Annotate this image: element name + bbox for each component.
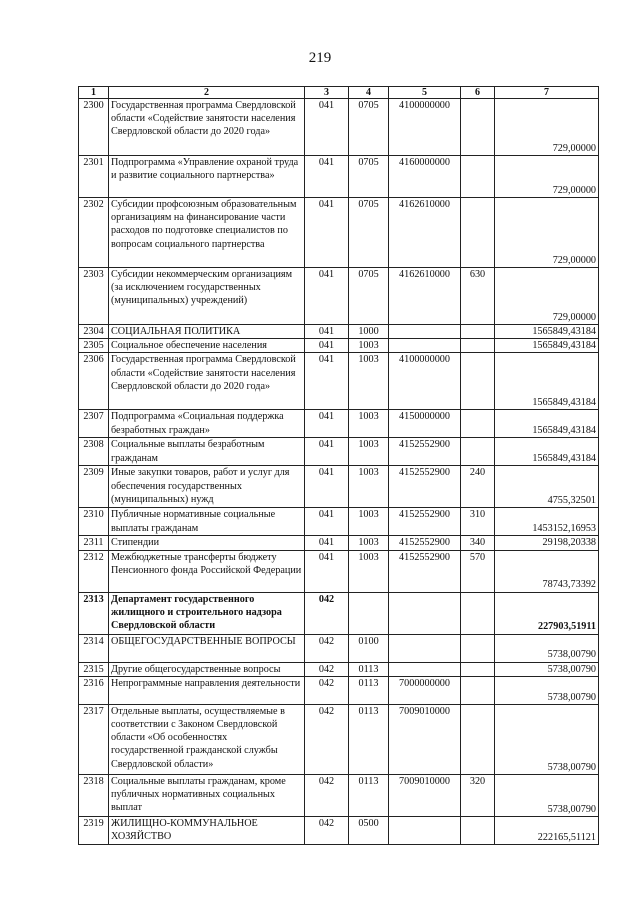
table-row xyxy=(79,410,599,438)
ministry-code: 041 xyxy=(305,353,349,410)
ministry-code: 041 xyxy=(305,268,349,325)
expense-type-code xyxy=(461,634,495,662)
table-row xyxy=(79,325,599,339)
target-code: 4152552900 xyxy=(389,438,461,466)
row-name: Публичные нормативные социальные выплаты гражданам xyxy=(109,508,305,536)
target-code xyxy=(389,634,461,662)
table-header-row xyxy=(79,87,599,99)
row-number: 2317 xyxy=(79,704,109,774)
table-row xyxy=(79,816,599,844)
section-code xyxy=(349,592,389,634)
section-code: 1003 xyxy=(349,353,389,410)
table-row xyxy=(79,508,599,536)
table-row xyxy=(79,634,599,662)
expense-type-code xyxy=(461,198,495,268)
row-name: Государственная программа Свердловской области «Содействие занятости населения Свердловской области до 2020 года» xyxy=(109,353,305,410)
ministry-code: 041 xyxy=(305,99,349,156)
budget-table xyxy=(78,86,599,845)
target-code xyxy=(389,325,461,339)
amount: 729,00000 xyxy=(495,156,599,198)
row-number: 2312 xyxy=(79,550,109,592)
expense-type-code: 310 xyxy=(461,508,495,536)
amount: 1565849,43184 xyxy=(495,339,599,353)
row-number: 2314 xyxy=(79,634,109,662)
row-name: Стипендии xyxy=(109,536,305,550)
column-header: 2 xyxy=(109,87,305,99)
row-number: 2308 xyxy=(79,438,109,466)
column-header: 3 xyxy=(305,87,349,99)
row-number: 2301 xyxy=(79,156,109,198)
ministry-code: 041 xyxy=(305,325,349,339)
ministry-code: 041 xyxy=(305,156,349,198)
target-code: 4100000000 xyxy=(389,353,461,410)
target-code: 7000000000 xyxy=(389,676,461,704)
row-name: ЖИЛИЩНО-КОММУНАЛЬНОЕ ХОЗЯЙСТВО xyxy=(109,816,305,844)
row-number: 2319 xyxy=(79,816,109,844)
target-code: 4162610000 xyxy=(389,198,461,268)
expense-type-code xyxy=(461,662,495,676)
column-header: 5 xyxy=(389,87,461,99)
section-code: 1003 xyxy=(349,466,389,508)
row-name: Непрограммные направления деятельности xyxy=(109,676,305,704)
ministry-code: 041 xyxy=(305,438,349,466)
amount: 227903,51911 xyxy=(495,592,599,634)
expense-type-code: 630 xyxy=(461,268,495,325)
row-number: 2311 xyxy=(79,536,109,550)
section-code: 0113 xyxy=(349,662,389,676)
row-name: СОЦИАЛЬНАЯ ПОЛИТИКА xyxy=(109,325,305,339)
row-name: Департамент государственного жилищного и строительного надзора Свердловской области xyxy=(109,592,305,634)
amount: 29198,20338 xyxy=(495,536,599,550)
expense-type-code xyxy=(461,156,495,198)
target-code: 7009010000 xyxy=(389,704,461,774)
target-code: 4162610000 xyxy=(389,268,461,325)
amount: 78743,73392 xyxy=(495,550,599,592)
ministry-code: 042 xyxy=(305,816,349,844)
target-code xyxy=(389,592,461,634)
section-code: 1000 xyxy=(349,325,389,339)
expense-type-code xyxy=(461,99,495,156)
ministry-code: 041 xyxy=(305,508,349,536)
section-code: 0113 xyxy=(349,774,389,816)
row-name: Социальные выплаты безработным гражданам xyxy=(109,438,305,466)
table-row xyxy=(79,774,599,816)
target-code: 4152552900 xyxy=(389,550,461,592)
amount: 5738,00790 xyxy=(495,676,599,704)
expense-type-code xyxy=(461,816,495,844)
column-header: 6 xyxy=(461,87,495,99)
ministry-code: 042 xyxy=(305,676,349,704)
expense-type-code: 320 xyxy=(461,774,495,816)
table-row xyxy=(79,268,599,325)
target-code: 4160000000 xyxy=(389,156,461,198)
row-number: 2304 xyxy=(79,325,109,339)
target-code: 4152552900 xyxy=(389,508,461,536)
target-code xyxy=(389,339,461,353)
table-row xyxy=(79,704,599,774)
page-number: 219 xyxy=(308,50,332,66)
ministry-code: 042 xyxy=(305,774,349,816)
expense-type-code: 240 xyxy=(461,466,495,508)
ministry-code: 042 xyxy=(305,704,349,774)
amount: 729,00000 xyxy=(495,99,599,156)
amount: 1453152,16953 xyxy=(495,508,599,536)
expense-type-code xyxy=(461,339,495,353)
target-code: 4100000000 xyxy=(389,99,461,156)
row-name: Социальные выплаты гражданам, кроме публичных нормативных социальных выплат xyxy=(109,774,305,816)
row-name: Подпрограмма «Управление охраной труда и развитие социального партнерства» xyxy=(109,156,305,198)
amount: 729,00000 xyxy=(495,198,599,268)
amount: 1565849,43184 xyxy=(495,438,599,466)
table-row xyxy=(79,676,599,704)
target-code: 4152552900 xyxy=(389,466,461,508)
row-name: Другие общегосударственные вопросы xyxy=(109,662,305,676)
section-code: 1003 xyxy=(349,410,389,438)
ministry-code: 041 xyxy=(305,198,349,268)
row-name: ОБЩЕГОСУДАРСТВЕННЫЕ ВОПРОСЫ xyxy=(109,634,305,662)
row-number: 2316 xyxy=(79,676,109,704)
section-code: 1003 xyxy=(349,438,389,466)
section-code: 1003 xyxy=(349,550,389,592)
row-name: Субсидии профсоюзным образовательным организациям на финансирование части расходов по подготовке специалистов по вопросам социального партнерства xyxy=(109,198,305,268)
amount: 222165,51121 xyxy=(495,816,599,844)
section-code: 0705 xyxy=(349,99,389,156)
column-header: 1 xyxy=(79,87,109,99)
section-code: 0705 xyxy=(349,156,389,198)
ministry-code: 041 xyxy=(305,536,349,550)
table-row xyxy=(79,662,599,676)
section-code: 0500 xyxy=(349,816,389,844)
target-code xyxy=(389,662,461,676)
expense-type-code xyxy=(461,676,495,704)
amount: 5738,00790 xyxy=(495,634,599,662)
row-number: 2313 xyxy=(79,592,109,634)
table-row xyxy=(79,592,599,634)
section-code: 1003 xyxy=(349,339,389,353)
column-header: 4 xyxy=(349,87,389,99)
amount: 4755,32501 xyxy=(495,466,599,508)
expense-type-code xyxy=(461,592,495,634)
section-code: 0100 xyxy=(349,634,389,662)
row-name: Подпрограмма «Социальная поддержка безработных граждан» xyxy=(109,410,305,438)
row-name: Государственная программа Свердловской области «Содействие занятости населения Свердловской области до 2020 года» xyxy=(109,99,305,156)
table-row xyxy=(79,353,599,410)
expense-type-code xyxy=(461,438,495,466)
table-row xyxy=(79,339,599,353)
row-number: 2310 xyxy=(79,508,109,536)
ministry-code: 041 xyxy=(305,550,349,592)
row-name: Межбюджетные трансферты бюджету Пенсионного фонда Российской Федерации xyxy=(109,550,305,592)
amount: 729,00000 xyxy=(495,268,599,325)
row-number: 2307 xyxy=(79,410,109,438)
table-row xyxy=(79,156,599,198)
amount: 1565849,43184 xyxy=(495,325,599,339)
row-number: 2303 xyxy=(79,268,109,325)
row-number: 2315 xyxy=(79,662,109,676)
expense-type-code xyxy=(461,325,495,339)
row-number: 2309 xyxy=(79,466,109,508)
table-row xyxy=(79,536,599,550)
table-row xyxy=(79,198,599,268)
table-row xyxy=(79,438,599,466)
ministry-code: 042 xyxy=(305,634,349,662)
row-name: Субсидии некоммерческим организациям (за исключением государственных (муниципальных) учреждений) xyxy=(109,268,305,325)
row-name: Иные закупки товаров, работ и услуг для обеспечения государственных (муниципальных) нужд xyxy=(109,466,305,508)
expense-type-code: 570 xyxy=(461,550,495,592)
table-row xyxy=(79,99,599,156)
amount: 5738,00790 xyxy=(495,704,599,774)
amount: 1565849,43184 xyxy=(495,410,599,438)
amount: 5738,00790 xyxy=(495,662,599,676)
expense-type-code xyxy=(461,353,495,410)
target-code: 7009010000 xyxy=(389,774,461,816)
section-code: 0705 xyxy=(349,268,389,325)
row-name: Отдельные выплаты, осуществляемые в соответствии с Законом Свердловской области «Об особенностях государственной гражданской службы Свердловской области» xyxy=(109,704,305,774)
row-number: 2305 xyxy=(79,339,109,353)
ministry-code: 042 xyxy=(305,592,349,634)
expense-type-code: 340 xyxy=(461,536,495,550)
amount: 1565849,43184 xyxy=(495,353,599,410)
ministry-code: 041 xyxy=(305,466,349,508)
target-code: 4150000000 xyxy=(389,410,461,438)
ministry-code: 041 xyxy=(305,410,349,438)
target-code xyxy=(389,816,461,844)
ministry-code: 041 xyxy=(305,339,349,353)
section-code: 1003 xyxy=(349,508,389,536)
section-code: 1003 xyxy=(349,536,389,550)
section-code: 0113 xyxy=(349,704,389,774)
row-number: 2318 xyxy=(79,774,109,816)
row-number: 2300 xyxy=(79,99,109,156)
section-code: 0113 xyxy=(349,676,389,704)
target-code: 4152552900 xyxy=(389,536,461,550)
expense-type-code xyxy=(461,410,495,438)
table-row xyxy=(79,466,599,508)
amount: 5738,00790 xyxy=(495,774,599,816)
column-header: 7 xyxy=(495,87,599,99)
row-number: 2306 xyxy=(79,353,109,410)
table-row xyxy=(79,550,599,592)
row-name: Социальное обеспечение населения xyxy=(109,339,305,353)
row-number: 2302 xyxy=(79,198,109,268)
expense-type-code xyxy=(461,704,495,774)
section-code: 0705 xyxy=(349,198,389,268)
ministry-code: 042 xyxy=(305,662,349,676)
